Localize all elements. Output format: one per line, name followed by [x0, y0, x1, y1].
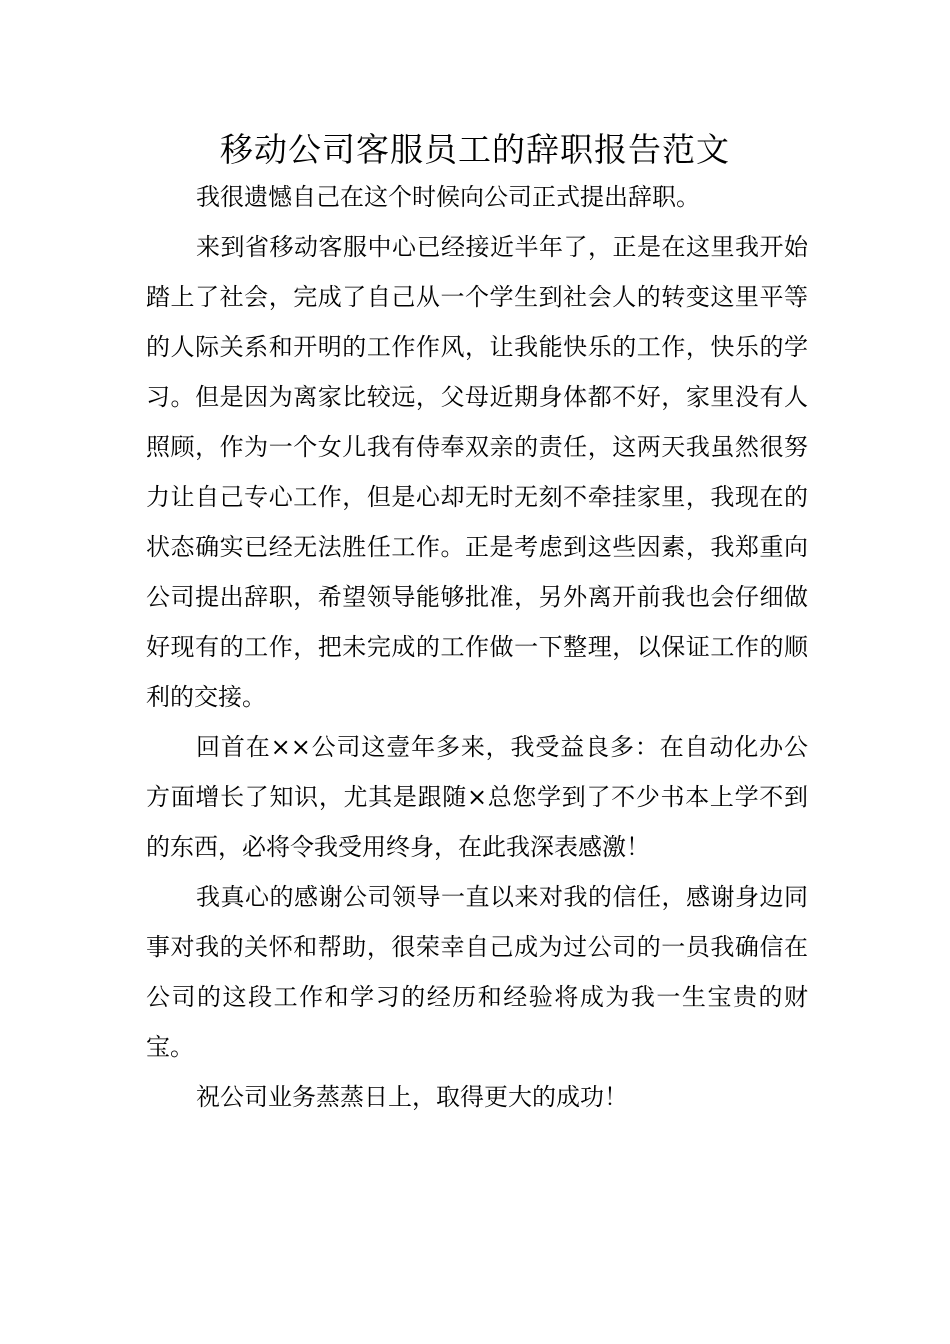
paragraph-closing-wish: 祝公司业务蒸蒸日上，取得更大的成功！	[196, 1083, 628, 1111]
paragraph-reason: 来到省移动客服中心已经接近半年了，正是在这里我开始踏上了社会，完成了自己从一个学生到社会人的转变这里平等的人际关系和开明的工作作风，让我能快乐的工作，快乐的学习。但是因为离家比较远，父母近期身体都不好，家里没有人照顾，作为一个女儿我有侍奉双亲的责任，这两天我虽然很努力让自己专心工作，但是心却无时无刻不牵挂家里，我现在的状态确实已经无法胜任工作。正是考虑到这些因素，我郑重向公司提出辞职，希望领导能够批准，另外离开前我也会仔细做好现有的工作，把未完成的工作做一下整理，以保证工作的顺利的交接。	[146, 233, 808, 711]
document-title: 移动公司客服员工的辞职报告范文	[220, 130, 730, 169]
document-body	[146, 172, 808, 1122]
paragraph-gratitude-learning: 回首在××公司这壹年多来，我受益良多：在自动化办公方面增长了知识，尤其是跟随×总您学到了不少书本上学不到的东西，必将令我受用终身，在此我深表感激！	[146, 733, 808, 861]
paragraph-opening: 我很遗憾自己在这个时候向公司正式提出辞职。	[196, 183, 700, 211]
paragraph-thanks: 我真心的感谢公司领导一直以来对我的信任，感谢身边同事对我的关怀和帮助，很荣幸自己成为过公司的一员我确信在公司的这段工作和学习的经历和经验将成为我一生宝贵的财宝。	[146, 883, 808, 1061]
